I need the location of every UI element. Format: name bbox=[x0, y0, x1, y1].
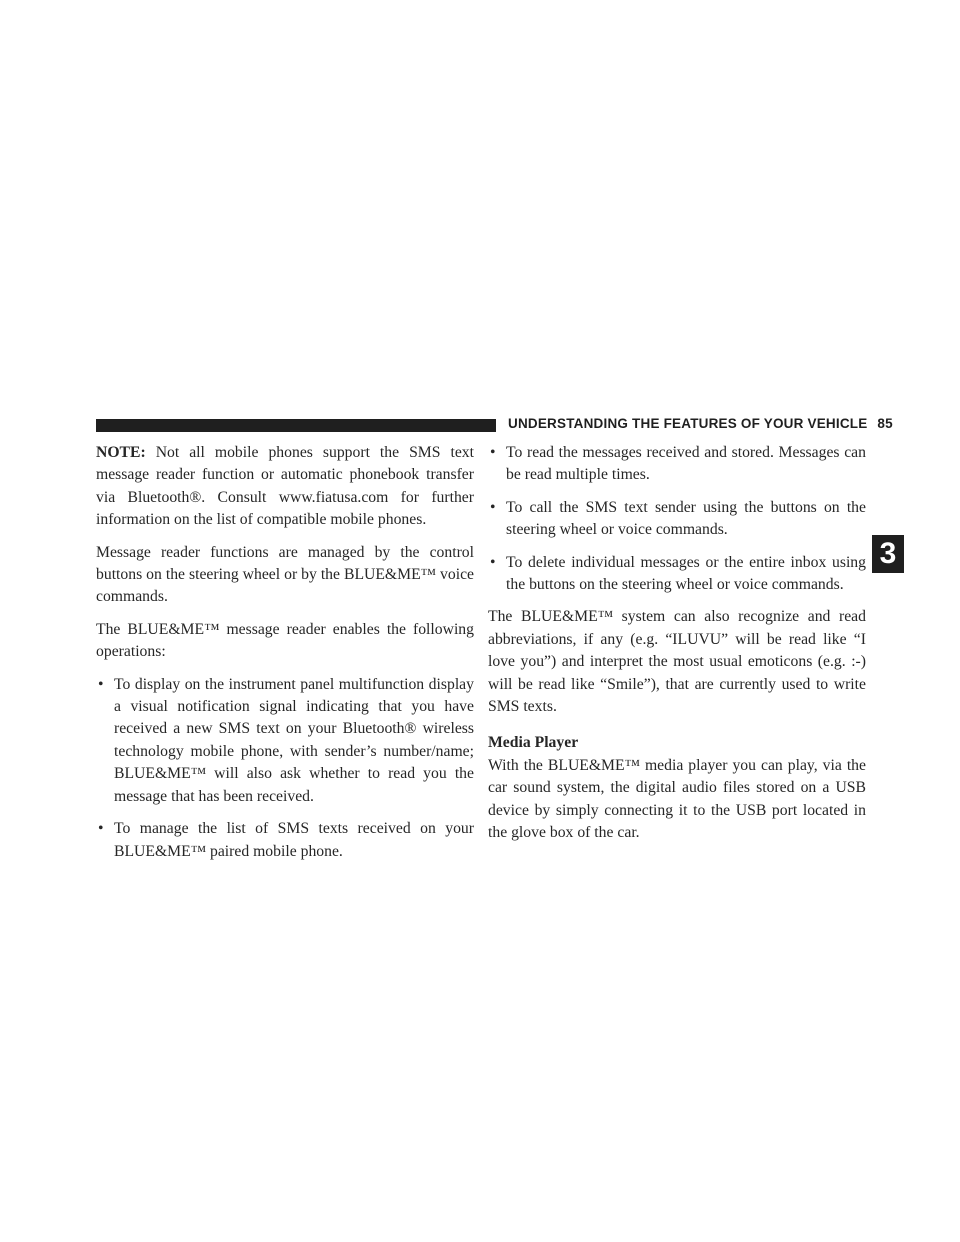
header-rule bbox=[96, 419, 496, 432]
running-header bbox=[508, 416, 893, 431]
list-item-text: To manage the list of SMS texts received on your BLUE&ME™ paired mobile phone. bbox=[114, 820, 474, 860]
left-column bbox=[96, 442, 474, 873]
list-item-text: To read the messages received and stored. Messages can be read multiple times. bbox=[506, 444, 866, 484]
list-item-text: To call the SMS text sender using the buttons on the steering wheel or voice commands. bbox=[506, 498, 866, 539]
right-column bbox=[488, 442, 866, 855]
operations-list bbox=[96, 674, 474, 863]
paragraph: The BLUE&ME™ system can also recognize and read abbreviations, if any (e.g. “ILUVU” will be read like “I love you”) and interpret the most usual emoticons (e.g. :-) will be read like “Smile”), that are currently used to write SMS texts. bbox=[488, 608, 866, 716]
bullet-icon: • bbox=[98, 675, 104, 693]
list-item-text: To display on the instrument panel multifunction display a visual notification signal indicating that you have received a new SMS text on your Bluetooth® wireless technology mobile phone, with sender’s number/name; BLUE&ME™ will also ask whether to read you the message that has been received. bbox=[114, 675, 474, 805]
page-number: 85 bbox=[877, 416, 893, 431]
bullet-icon: • bbox=[490, 553, 496, 571]
paragraph: Message reader functions are managed by the control buttons on the steering wheel or by the BLUE&ME™ voice commands. bbox=[96, 543, 474, 606]
list-item bbox=[488, 442, 866, 487]
chapter-tab: 3 bbox=[872, 535, 904, 573]
list-item bbox=[488, 497, 866, 542]
bullet-icon: • bbox=[490, 444, 496, 461]
list-item bbox=[488, 552, 866, 597]
list-item bbox=[96, 674, 474, 808]
list-item-text: To delete individual messages or the entire inbox using the buttons on the steering wheel or voice commands. bbox=[506, 553, 866, 594]
note-paragraph bbox=[96, 442, 474, 532]
operations-list-continued bbox=[488, 442, 866, 596]
section-title: UNDERSTANDING THE FEATURES OF YOUR VEHICLE bbox=[508, 416, 868, 431]
paragraph: The BLUE&ME™ message reader enables the following operations: bbox=[96, 620, 474, 661]
bullet-icon: • bbox=[490, 498, 496, 516]
note-text: Not all mobile phones support the SMS text message reader function or automatic phonebook transfer via Bluetooth®. Consult www.fiatusa.com for further information on the list of compatible mobile phones. bbox=[96, 444, 474, 529]
paragraph: With the BLUE&ME™ media player you can play, via the car sound system, the digital audio files stored on a USB device by simply connecting it to the USB port located in the glove box of the car. bbox=[488, 756, 866, 842]
list-item bbox=[96, 818, 474, 863]
section-heading: Media Player bbox=[488, 734, 579, 752]
note-label: NOTE: bbox=[96, 444, 146, 461]
bullet-icon: • bbox=[98, 820, 104, 838]
